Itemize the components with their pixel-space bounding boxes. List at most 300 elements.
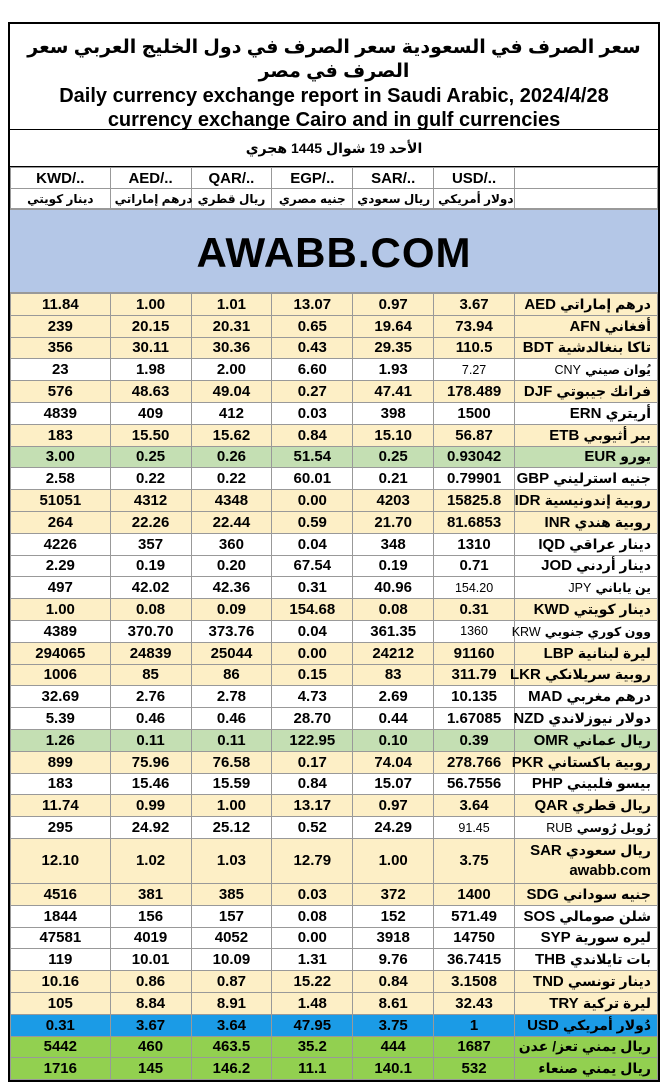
rate-cell-aed: 24839 (110, 642, 191, 664)
currency-code: JOD (541, 557, 572, 575)
rate-cell-kwd: 2.58 (11, 468, 111, 490)
currency-cell (515, 1058, 658, 1080)
header-name-usd: دولار أمريكي (434, 189, 515, 209)
rate-cell-aed: 156 (110, 905, 191, 927)
rate-cell-usd: 0.39 (434, 729, 515, 751)
currency-label (511, 623, 651, 640)
rate-cell-kwd: 1.26 (11, 729, 111, 751)
rate-cell-usd: 0.31 (434, 599, 515, 621)
currency-cell (511, 751, 658, 773)
rate-cell-sar: 372 (353, 883, 434, 905)
table-row (11, 294, 658, 316)
currency-label (519, 405, 651, 422)
rate-cell-usd: 36.7415 (434, 949, 515, 971)
rate-cell-usd: 0.79901 (434, 468, 515, 490)
rate-cell-usd: 91.45 (434, 817, 515, 839)
rate-cell-usd: 14750 (434, 927, 515, 949)
header-name-sar: ريال سعودي (353, 189, 434, 209)
currency-cell (515, 686, 658, 708)
rate-cell-sar: 0.97 (353, 294, 434, 316)
currency-cell (515, 642, 658, 664)
rate-cell-qar: 3.64 (191, 1014, 272, 1036)
currency-name: ليره سورية (574, 929, 651, 946)
table-row (11, 949, 658, 971)
rate-cell-usd: 0.71 (434, 555, 515, 577)
rate-cell-kwd: 294065 (11, 642, 111, 664)
currency-name: يورو (620, 448, 651, 465)
currency-name: ريال سعودي (565, 842, 651, 859)
hijri-date: الأحد 19 شوال 1445 هجري (10, 130, 658, 167)
rate-cell-usd: 56.87 (434, 424, 515, 446)
currency-code: BDT (522, 339, 554, 357)
rate-cell-sar: 444 (353, 1036, 434, 1058)
rate-cell-kwd: 5442 (11, 1036, 111, 1058)
rate-cell-qar: 20.31 (191, 315, 272, 337)
rate-cell-usd: 1687 (434, 1036, 515, 1058)
currency-label (519, 1060, 651, 1077)
table-row (11, 773, 658, 795)
table-row (11, 446, 658, 468)
rate-cell-kwd: 105 (11, 992, 111, 1014)
rate-cell-qar: 15.62 (191, 424, 272, 446)
rate-cell-qar: 15.59 (191, 773, 272, 795)
rate-cell-qar: 146.2 (191, 1058, 272, 1080)
rate-cell-sar: 1.93 (353, 359, 434, 381)
header-name-egp: جنيه مصري (272, 189, 353, 209)
table-row (11, 381, 658, 403)
currency-cell (515, 927, 658, 949)
rate-cell-usd: 110.5 (434, 337, 515, 359)
rate-cell-qar: 157 (191, 905, 272, 927)
currency-label (519, 840, 651, 861)
title-english-line1: Daily currency exchange report in Saudi Arabic, 2024/4/28 (59, 85, 609, 107)
currency-name: دينار تونسي (567, 973, 651, 989)
rate-cell-sar: 0.21 (353, 468, 434, 490)
rate-cell-aed: 0.08 (110, 599, 191, 621)
currency-cell (515, 468, 658, 490)
currency-label (519, 427, 651, 444)
currency-code: MAD (528, 688, 563, 706)
rate-cell-kwd: 1844 (11, 905, 111, 927)
currency-code: NZD (513, 710, 545, 728)
rate-cell-kwd: 356 (11, 337, 111, 359)
rate-cell-usd: 571.49 (434, 905, 515, 927)
rate-cell-usd: 311.79 (434, 664, 515, 686)
rate-cell-qar: 25.12 (191, 817, 272, 839)
currency-code: AED (524, 295, 556, 313)
currency-cell (515, 883, 658, 905)
currency-cell (515, 359, 658, 381)
table-row (11, 337, 658, 359)
rate-cell-sar: 0.08 (353, 599, 434, 621)
rate-cell-qar: 2.78 (191, 686, 272, 708)
table-row (11, 1036, 658, 1058)
table-row (11, 664, 658, 686)
title-arabic: سعر الصرف في السعودية سعر الصرف في دول الخليج العربي سعر الصرف في مصر (27, 37, 641, 82)
table-row (11, 490, 658, 512)
rate-cell-qar: 0.22 (191, 468, 272, 490)
currency-cell (515, 795, 658, 817)
rate-cell-aed: 0.22 (110, 468, 191, 490)
currency-cell (515, 817, 658, 839)
currency-label (519, 601, 651, 618)
currency-cell (509, 664, 658, 686)
currency-cell (511, 620, 658, 642)
rate-cell-sar: 9.76 (353, 949, 434, 971)
currency-name: وون كوري جنوبي (544, 624, 651, 639)
rate-cell-qar: 86 (191, 664, 272, 686)
rate-cell-usd: 1.67085 (434, 708, 515, 730)
currency-label (519, 514, 651, 531)
rate-cell-aed: 1.00 (110, 294, 191, 316)
header-code-sar: SAR/.. (353, 168, 434, 189)
rate-cell-sar: 152 (353, 905, 434, 927)
table-row (11, 971, 658, 993)
rate-cell-egp: 51.54 (272, 446, 353, 468)
rate-cell-sar: 8.61 (353, 992, 434, 1014)
table-row (11, 905, 658, 927)
rate-cell-egp: 60.01 (272, 468, 353, 490)
currency-label (519, 908, 651, 925)
rate-cell-qar: 463.5 (191, 1036, 272, 1058)
rate-cell-qar: 385 (191, 883, 272, 905)
rate-cell-kwd: 3.00 (11, 446, 111, 468)
rate-cell-egp: 28.70 (272, 708, 353, 730)
rate-cell-kwd: 4226 (11, 533, 111, 555)
rate-cell-egp: 0.17 (272, 751, 353, 773)
currency-label (513, 710, 651, 728)
rate-cell-sar: 0.10 (353, 729, 434, 751)
rate-cell-kwd: 899 (11, 751, 111, 773)
rate-cell-qar: 8.91 (191, 992, 272, 1014)
currency-name: دُولار أمريكي (563, 1016, 651, 1033)
rate-cell-egp: 13.17 (272, 795, 353, 817)
currency-cell (515, 294, 658, 316)
table-row (11, 729, 658, 751)
rate-cell-egp: 0.00 (272, 927, 353, 949)
currency-label (519, 951, 651, 968)
rate-cell-aed: 22.26 (110, 511, 191, 533)
rate-cell-kwd: 23 (11, 359, 111, 381)
currency-cell (515, 555, 658, 577)
currency-name: دينار عراقي (569, 535, 651, 552)
currency-label (519, 688, 651, 705)
currency-label (519, 1038, 651, 1055)
rate-cell-qar: 1.03 (191, 838, 272, 883)
currency-label (511, 753, 651, 771)
currency-code: IDR (514, 492, 541, 510)
currency-label (509, 666, 651, 684)
currency-cell (515, 949, 658, 971)
table-row (11, 424, 658, 446)
currency-code: AFN (569, 317, 601, 335)
currency-label (519, 973, 651, 990)
rate-cell-qar: 4348 (191, 490, 272, 512)
rate-cell-qar: 42.36 (191, 577, 272, 599)
rate-cell-sar: 15.07 (353, 773, 434, 795)
currency-cell (515, 490, 658, 512)
rate-cell-qar: 0.87 (191, 971, 272, 993)
rate-cell-usd: 1 (434, 1014, 515, 1036)
table-row (11, 883, 658, 905)
currency-name: ليرة تركية (582, 994, 651, 1011)
rate-cell-sar: 0.84 (353, 971, 434, 993)
rate-cell-kwd: 12.10 (11, 838, 111, 883)
rate-cell-egp: 0.03 (272, 883, 353, 905)
rate-cell-egp: 35.2 (272, 1036, 353, 1058)
currency-code: LKR (509, 666, 541, 684)
rate-cell-kwd: 239 (11, 315, 111, 337)
rate-cell-kwd: 4389 (11, 620, 111, 642)
rates-table (10, 293, 658, 1080)
currency-code: TND (532, 973, 564, 990)
rate-cell-usd: 81.6853 (434, 511, 515, 533)
currency-cell (515, 511, 658, 533)
currency-name: روبية باكستاني (547, 753, 651, 770)
rate-cell-kwd: 1006 (11, 664, 111, 686)
currency-name: ين ياباني (595, 581, 651, 596)
currency-cell (515, 381, 658, 403)
currency-code: USD (527, 1016, 559, 1034)
rate-cell-aed: 460 (110, 1036, 191, 1058)
currency-name: ريال قطري (572, 797, 651, 814)
currency-name: أريتري (605, 404, 651, 421)
currency-label (519, 886, 651, 903)
rate-cell-kwd: 576 (11, 381, 111, 403)
currency-name: جنيه سوداني (563, 885, 651, 902)
rate-cell-aed: 1.02 (110, 838, 191, 883)
currency-name: جنيه استرليني (553, 470, 651, 487)
rate-cell-qar: 0.26 (191, 446, 272, 468)
currency-name: بات تايلاندي (569, 951, 651, 968)
rate-cell-egp: 0.43 (272, 337, 353, 359)
rate-cell-egp: 15.22 (272, 971, 353, 993)
rate-cell-aed: 3.67 (110, 1014, 191, 1036)
currency-cell (515, 402, 658, 424)
rate-cell-sar: 3918 (353, 927, 434, 949)
currency-code: PHP (531, 775, 563, 793)
table-row (11, 577, 658, 599)
currency-code: SYP (540, 929, 571, 947)
rate-cell-aed: 10.01 (110, 949, 191, 971)
rate-cell-usd: 178.489 (434, 381, 515, 403)
rate-cell-usd: 15825.8 (434, 490, 515, 512)
rate-cell-egp: 0.04 (272, 620, 353, 642)
table-row (11, 402, 658, 424)
site-banner: AWABB.COM (10, 209, 658, 293)
rate-cell-kwd: 47581 (11, 927, 111, 949)
currency-cell (515, 577, 658, 599)
rate-cell-kwd: 264 (11, 511, 111, 533)
rate-cell-egp: 0.31 (272, 577, 353, 599)
currency-name: بير أثيوبي (583, 426, 651, 443)
currency-label (519, 318, 651, 335)
currency-name: تاكا بنغالدشية (557, 339, 651, 356)
currency-code: LBP (543, 644, 574, 662)
currency-label (519, 557, 651, 574)
rate-cell-aed: 145 (110, 1058, 191, 1080)
currency-label (519, 645, 651, 662)
currency-code: TRY (549, 994, 579, 1012)
currency-code: PKR (511, 753, 544, 771)
rate-cell-aed: 381 (110, 883, 191, 905)
rate-cell-qar: 360 (191, 533, 272, 555)
rate-cell-egp: 0.00 (272, 642, 353, 664)
rate-cell-qar: 76.58 (191, 751, 272, 773)
rate-cell-egp: 0.84 (272, 773, 353, 795)
currency-label (519, 383, 651, 400)
rate-cell-aed: 48.63 (110, 381, 191, 403)
rate-cell-kwd: 119 (11, 949, 111, 971)
rate-cell-kwd: 183 (11, 773, 111, 795)
rate-cell-egp: 1.48 (272, 992, 353, 1014)
rate-cell-usd: 56.7556 (434, 773, 515, 795)
rate-cell-egp: 0.15 (272, 664, 353, 686)
currency-label (519, 775, 651, 792)
currency-code: ERN (569, 404, 602, 422)
rate-cell-aed: 85 (110, 664, 191, 686)
rate-cell-sar: 4203 (353, 490, 434, 512)
rate-cell-sar: 0.44 (353, 708, 434, 730)
rate-cell-aed: 1.98 (110, 359, 191, 381)
currency-name: أفغاني (604, 317, 651, 334)
rate-cell-kwd: 11.74 (11, 795, 111, 817)
header-code-blank (515, 168, 658, 189)
rate-cell-aed: 8.84 (110, 992, 191, 1014)
header-codes-row (11, 168, 658, 189)
table-row (11, 795, 658, 817)
rate-cell-sar: 40.96 (353, 577, 434, 599)
currency-code: SAR (530, 842, 562, 860)
currency-code: DJF (523, 383, 553, 401)
rate-cell-aed: 0.25 (110, 446, 191, 468)
rate-cell-kwd: 11.84 (11, 294, 111, 316)
rate-cell-qar: 25044 (191, 642, 272, 664)
rate-cell-egp: 13.07 (272, 294, 353, 316)
rate-cell-sar: 361.35 (353, 620, 434, 642)
rate-cell-kwd: 5.39 (11, 708, 111, 730)
rate-cell-aed: 0.99 (110, 795, 191, 817)
table-row (11, 686, 658, 708)
table-row (11, 511, 658, 533)
currency-cell (515, 905, 658, 927)
rate-cell-sar: 398 (353, 402, 434, 424)
rate-cell-kwd: 2.29 (11, 555, 111, 577)
currency-cell (515, 729, 658, 751)
title-english-line2: currency exchange Cairo and in gulf currencies (107, 109, 561, 131)
currency-cell (515, 1036, 658, 1058)
currency-code: QAR (534, 797, 568, 815)
rate-cell-aed: 0.11 (110, 729, 191, 751)
rate-cell-kwd: 51051 (11, 490, 111, 512)
rate-cell-sar: 2.69 (353, 686, 434, 708)
currency-name: روبية هندي (574, 513, 651, 530)
currency-cell (515, 533, 658, 555)
table-row (11, 708, 658, 730)
currency-cell (515, 599, 658, 621)
rate-cell-sar: 15.10 (353, 424, 434, 446)
header-code-aed: AED/.. (110, 168, 191, 189)
rate-cell-egp: 11.1 (272, 1058, 353, 1080)
currency-cell (515, 838, 658, 883)
currency-label (519, 339, 651, 356)
currency-name: روبية سريلانكي (544, 666, 651, 683)
table-row (11, 599, 658, 621)
rate-cell-kwd: 0.31 (11, 1014, 111, 1036)
rate-cell-sar: 1.00 (353, 838, 434, 883)
rate-cell-egp: 4.73 (272, 686, 353, 708)
rate-cell-usd: 1360 (434, 620, 515, 642)
rate-cell-usd: 3.75 (434, 838, 515, 883)
currency-name: فرانك جيبوتي (556, 383, 651, 400)
currency-cell (515, 337, 658, 359)
rate-cell-qar: 1.00 (191, 795, 272, 817)
currency-cell (515, 446, 658, 468)
currency-code: ETB (549, 426, 580, 444)
currency-name: يُوان صيني (585, 363, 651, 378)
rates-body (11, 294, 658, 1080)
currency-label (519, 797, 651, 814)
rate-cell-sar: 19.64 (353, 315, 434, 337)
currency-label (519, 536, 651, 553)
report-title (10, 24, 658, 130)
header-name-qar: ريال قطري (191, 189, 272, 209)
currency-code: JPY (568, 581, 592, 596)
rate-cell-egp: 154.68 (272, 599, 353, 621)
rate-cell-kwd: 4839 (11, 402, 111, 424)
currency-name: دينار كويتي (573, 601, 651, 618)
rate-cell-egp: 67.54 (272, 555, 353, 577)
rate-cell-usd: 1500 (434, 402, 515, 424)
currency-label (519, 579, 651, 596)
rate-cell-usd: 7.27 (434, 359, 515, 381)
header-name-blank (515, 189, 658, 209)
table-row (11, 642, 658, 664)
rate-cell-kwd: 497 (11, 577, 111, 599)
rate-cell-egp: 47.95 (272, 1014, 353, 1036)
rate-cell-kwd: 295 (11, 817, 111, 839)
header-table (10, 167, 658, 209)
rate-cell-qar: 0.46 (191, 708, 272, 730)
rate-cell-egp: 12.79 (272, 838, 353, 883)
rate-cell-sar: 348 (353, 533, 434, 555)
currency-cell (515, 1014, 658, 1036)
rate-cell-aed: 0.46 (110, 708, 191, 730)
rate-cell-usd: 3.67 (434, 294, 515, 316)
currency-name: دينار أردني (576, 557, 651, 574)
currency-cell (515, 708, 658, 730)
table-row (11, 927, 658, 949)
rate-cell-qar: 373.76 (191, 620, 272, 642)
rate-cell-egp: 0.59 (272, 511, 353, 533)
currency-name: درهم مغربي (566, 688, 651, 705)
rate-cell-egp: 0.27 (272, 381, 353, 403)
rate-cell-kwd: 183 (11, 424, 111, 446)
rate-cell-aed: 409 (110, 402, 191, 424)
table-row (11, 533, 658, 555)
currency-code: SOS (523, 907, 556, 925)
header-names-row (11, 189, 658, 209)
currency-code: THB (534, 951, 566, 969)
currency-label (519, 361, 651, 378)
rate-cell-qar: 0.20 (191, 555, 272, 577)
currency-cell (515, 971, 658, 993)
currency-label (519, 448, 651, 465)
rate-cell-aed: 0.86 (110, 971, 191, 993)
table-row (11, 817, 658, 839)
rate-cell-qar: 22.44 (191, 511, 272, 533)
currency-label (519, 296, 651, 313)
